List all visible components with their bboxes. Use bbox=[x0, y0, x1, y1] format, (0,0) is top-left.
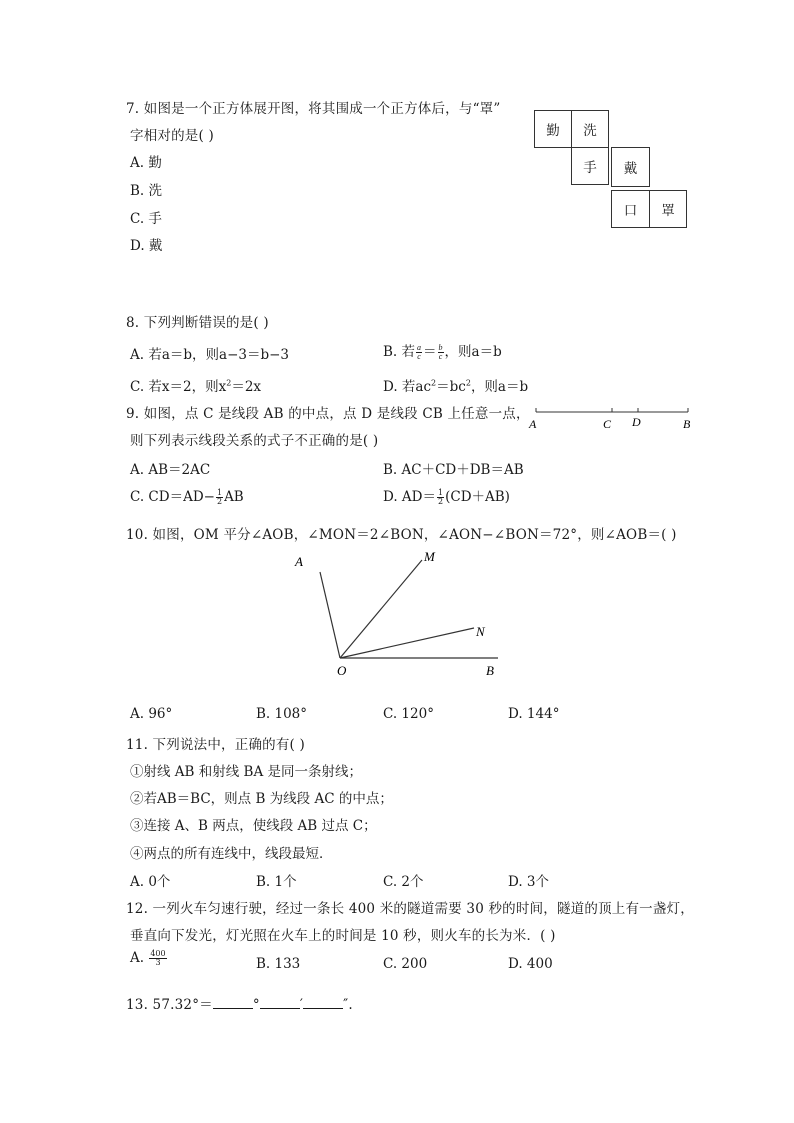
net-cell-xi: 洗 bbox=[571, 110, 609, 148]
label-b: B bbox=[486, 663, 494, 678]
q7-option-c: C. 手 bbox=[130, 211, 162, 227]
q10-option-a: A. 96° bbox=[130, 706, 173, 722]
q8-stem: 8. 下列判断错误的是( ) bbox=[126, 315, 269, 331]
q7-option-b: B. 洗 bbox=[130, 183, 163, 199]
q12-stem-line1: 12. 一列火车匀速行驶，经过一条长 400 米的隧道需要 30 秒的时间，隧道的顶上有一盏灯， bbox=[126, 901, 694, 917]
q12-option-d: D. 400 bbox=[508, 956, 553, 972]
net-cell-qin: 勤 bbox=[534, 110, 572, 148]
net-cell-kou: 口 bbox=[611, 190, 650, 228]
label-a: A bbox=[529, 417, 537, 431]
segment-figure bbox=[528, 402, 698, 434]
q7-option-d: D. 戴 bbox=[130, 238, 163, 254]
net-cell-zhao: 罩 bbox=[649, 190, 687, 228]
q11-item-3: ③连接 A、B 两点，使线段 AB 过点 C； bbox=[130, 818, 377, 834]
q8-option-d: D. 若$ac^2=bc^2$，则a＝b bbox=[383, 378, 529, 395]
q7-stem-line1: 7. 如图是一个正方体展开图，将其围成一个正方体后，与“罩” bbox=[126, 101, 501, 117]
q12-option-c: C. 200 bbox=[383, 956, 428, 972]
q10-option-c: C. 120° bbox=[383, 706, 434, 722]
label-o: O bbox=[337, 663, 347, 678]
ray-oa bbox=[320, 572, 340, 658]
q12-option-b: B. 133 bbox=[256, 956, 301, 972]
q9-stem-line1: 9. 如图，点 C 是线段 AB 的中点，点 D 是线段 CB 上任意一点， bbox=[126, 406, 530, 422]
q12-option-a: A. $\frac{400}{3}$ bbox=[130, 949, 166, 967]
label-c: C bbox=[603, 417, 612, 431]
label-m: M bbox=[424, 549, 435, 564]
net-cell-shou: 手 bbox=[571, 147, 609, 185]
label-d: D bbox=[632, 415, 641, 429]
q13-blank-degrees[interactable] bbox=[213, 996, 253, 1009]
q11-option-a: A. 0个 bbox=[130, 874, 171, 890]
q9-option-b: B. AC＋CD＋DB＝AB bbox=[383, 462, 524, 478]
q9-option-c: C. CD＝AD− $\frac{1}{2}$ AB bbox=[130, 488, 244, 506]
q9-stem-line2: 则下列表示线段关系的式子不正确的是( ) bbox=[130, 433, 379, 449]
q11-stem: 11. 下列说法中，正确的有( ) bbox=[126, 737, 305, 753]
ray-on bbox=[340, 628, 474, 658]
q11-item-2: ②若AB＝BC，则点 B 为线段 AC 的中点； bbox=[130, 791, 393, 807]
q7-option-a: A. 勤 bbox=[130, 155, 162, 171]
q11-option-b: B. 1个 bbox=[256, 874, 297, 890]
q12-stem-line2: 垂直向下发光，灯光照在火车上的时间是 10 秒，则火车的长为米．( ) bbox=[130, 928, 556, 944]
label-n: N bbox=[476, 624, 485, 639]
q11-option-c: C. 2个 bbox=[383, 874, 424, 890]
q10-option-b: B. 108° bbox=[256, 706, 308, 722]
q11-option-d: D. 3个 bbox=[508, 874, 550, 890]
q11-item-4: ④两点的所有连线中，线段最短． bbox=[130, 846, 333, 862]
q9-option-a: A. AB＝2AC bbox=[130, 462, 211, 478]
q10-stem: 10. 如图，OM 平分∠AOB，∠MON＝2∠BON，∠AON−∠BON＝72°，则∠AOB＝( ) bbox=[126, 527, 677, 543]
label-a: A bbox=[295, 554, 303, 569]
q8-option-a: A. 若a＝b，则a−3＝b−3 bbox=[130, 347, 290, 363]
q9-option-d: D. AD＝ $\frac{1}{2}$ (CD＋AB) bbox=[383, 488, 510, 506]
q8-option-b: B. 若 $\frac{a}{c}$ ＝ $\frac{b}{c}$ ，则a＝b bbox=[383, 343, 502, 361]
label-b: B bbox=[683, 417, 691, 431]
angle-figure bbox=[290, 548, 505, 680]
q13-blank-minutes[interactable] bbox=[260, 996, 300, 1009]
q7-stem-line2: 字相对的是( ) bbox=[130, 128, 214, 144]
q11-item-1: ①射线 AB 和射线 BA 是同一条射线； bbox=[130, 764, 363, 780]
q13-stem: 13. 57.32°＝ ° ′ ″. bbox=[126, 997, 353, 1013]
q10-option-d: D. 144° bbox=[508, 706, 560, 722]
net-cell-dai: 戴 bbox=[611, 147, 650, 187]
q13-blank-seconds[interactable] bbox=[303, 996, 343, 1009]
q8-option-c: C. 若x＝2，则$x^2=2x$ bbox=[130, 378, 262, 395]
ray-om bbox=[340, 560, 422, 658]
